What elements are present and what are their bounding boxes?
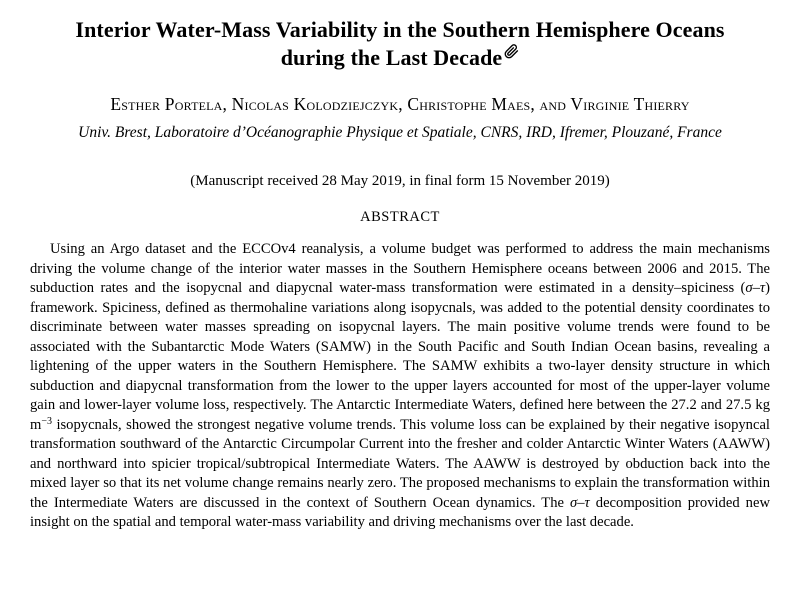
manuscript-dates: (Manuscript received 28 May 2019, in final form 15 November 2019) bbox=[190, 173, 610, 189]
paperclip-icon bbox=[504, 44, 519, 59]
authors-line: Esther Portela, Nicolas Kolodziejczyk, Christophe Maes, and Virginie Thierry bbox=[110, 94, 690, 114]
title-line-2-text: during the Last Decade bbox=[280, 45, 503, 70]
abstract-heading: ABSTRACT bbox=[360, 209, 440, 225]
title-line-2 bbox=[0, 44, 800, 72]
abstract-paragraph: Using an Argo dataset and the ECCOv4 reanalysis, a volume budget was performed to address the main mechanisms driving the volume change of the interior water masses in the Southern Hemisphere oceans between 2006 and 2015. The subduction rates and the isopycnal and diapycnal water-mass transformation were estimated in a density–spiciness (σ–τ) framework. Spiciness, defined as thermohaline variations along isopycnals, was added to the potential density coordinates to discriminate between water masses spreading on isopycnal layers. The main positive volume trends were found to be associated with the Subantarctic Mode Waters (SAMW) in the South Pacific and South Indian Ocean basins, revealing a lightening of the upper waters in the Southern Hemisphere. The SAMW exhibits a two-layer density structure in which subduction and diapycnal transformation from the lower to the upper layers accounted for most of the upper-layer volume gain and lower-layer volume loss, respectively. The Antarctic Intermediate Waters, defined here between the 27.2 and 27.5 kg $m^{-3}$ isopycnals, showed the strongest negative volume trends. This volume loss can be explained by their negative isopyncal transformation southward of the Antarctic Circumpolar Current into the fresher and colder Antarctic Winter Waters (AAWW) and northward into spicier tropical/subtropical Intermediate Waters. The AAWW is destroyed by obduction back into the mixed layer so that its net volume change remains nearly zero. The proposed mechanisms to explain the transformation within the Intermediate Waters are discussed in the context of Southern Ocean dynamics. The σ–τ decomposition provided new insight on the spatial and temporal water-mass variability and driving mechanisms over the last decade. bbox=[30, 241, 770, 530]
affiliation-line: Univ. Brest, Laboratoire d’Océanographie Physique et Spatiale, CNRS, IRD, Ifremer, Plouzané, France bbox=[78, 124, 722, 141]
title-line-1: Interior Water-Mass Variability in the Southern Hemisphere Oceans bbox=[75, 17, 725, 42]
paper-title bbox=[0, 0, 800, 72]
